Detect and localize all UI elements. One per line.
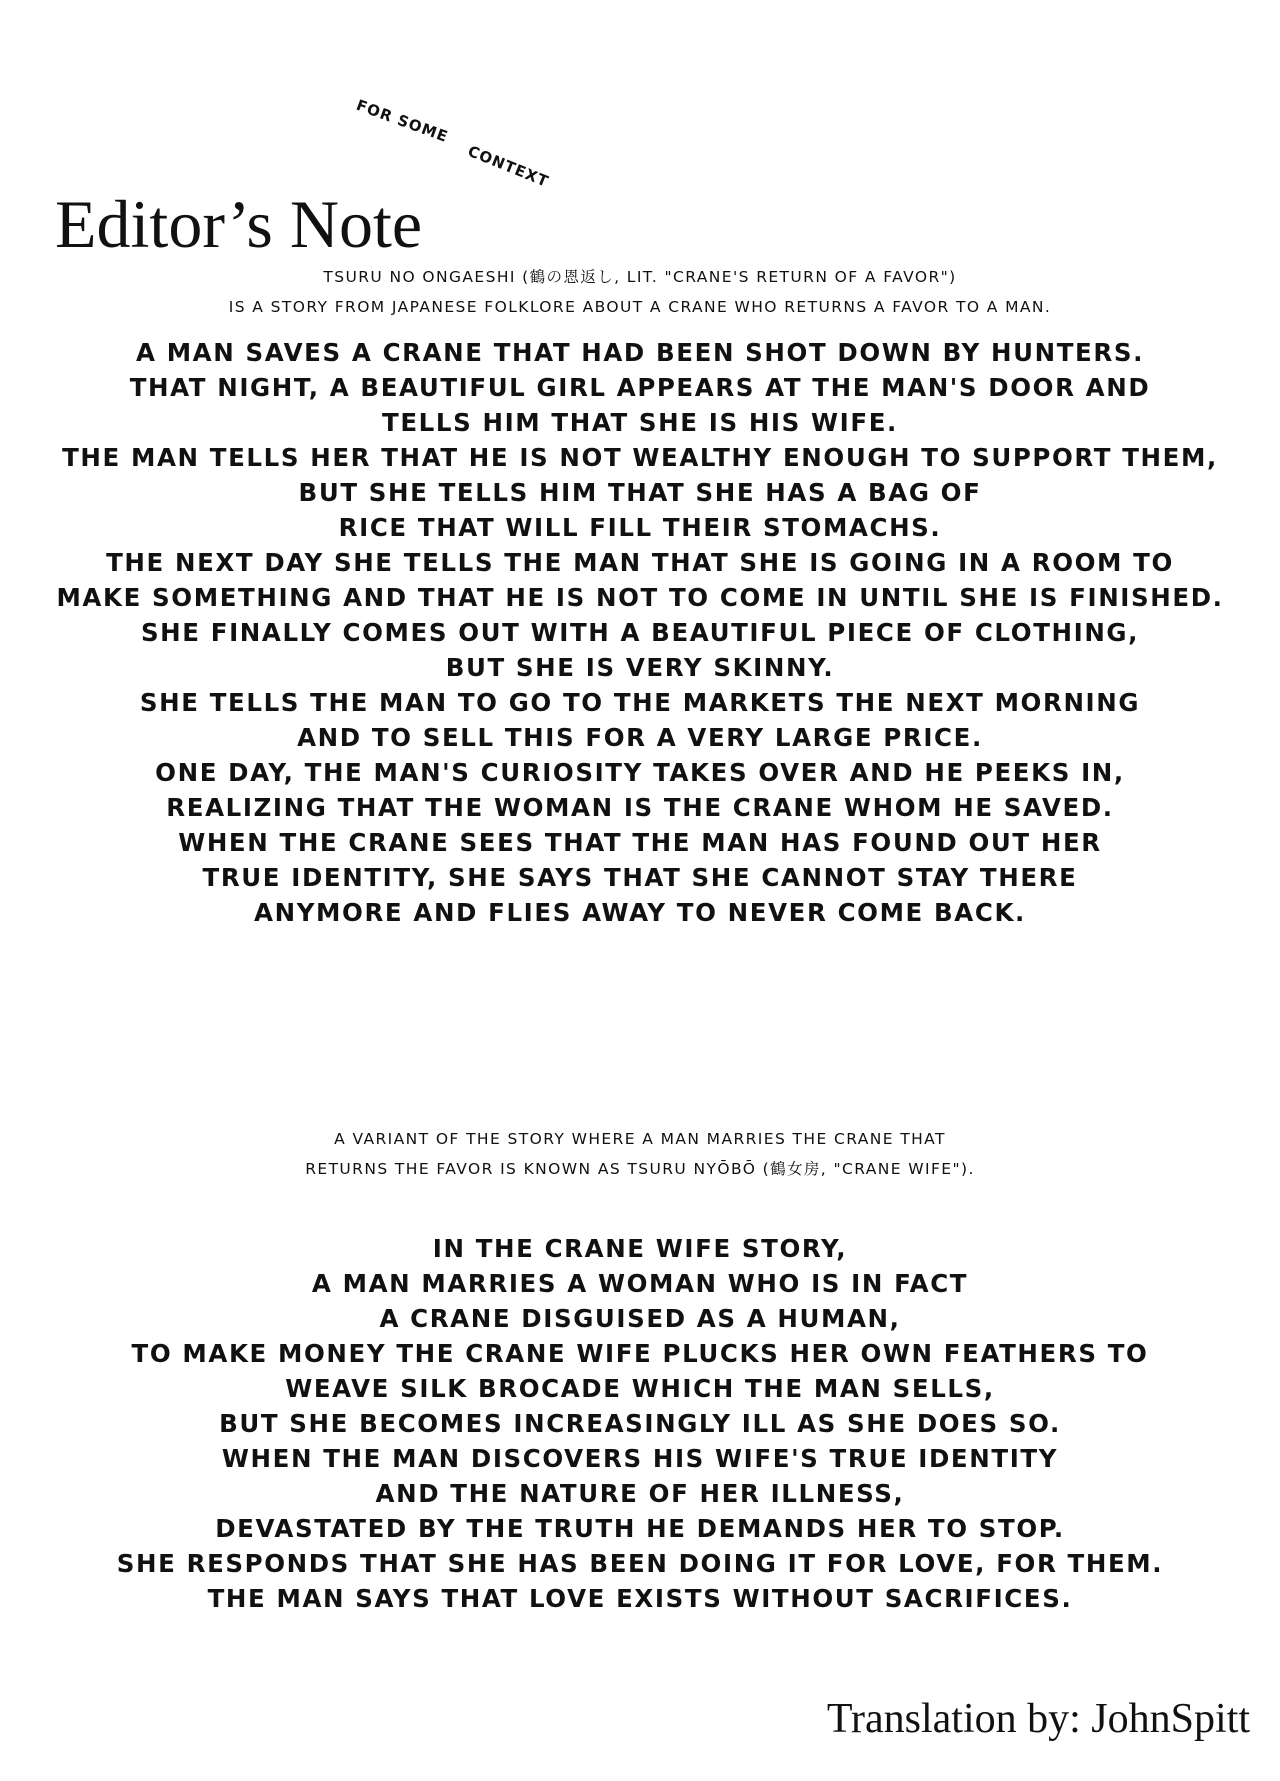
- translation-credit: Translation by: JohnSpitt: [826, 1696, 1250, 1742]
- story-line: BUT SHE IS VERY SKINNY.: [445, 653, 835, 682]
- variant-line: RETURNS THE FAVOR IS KNOWN AS TSURU NYŌBŌ (鶴女房, "CRANE WIFE").: [305, 1160, 975, 1178]
- story-line: TELLS HIM THAT SHE IS HIS WIFE.: [382, 408, 898, 437]
- story-line: SHE TELLS THE MAN TO GO TO THE MARKETS THE NEXT MORNING: [139, 688, 1141, 717]
- crane-wife-line: WEAVE SILK BROCADE WHICH THE MAN SELLS,: [285, 1374, 995, 1403]
- crane-wife-line: DEVASTATED BY THE TRUTH HE DEMANDS HER TO STOP.: [215, 1514, 1065, 1543]
- story-line: A MAN SAVES A CRANE THAT HAD BEEN SHOT DOWN BY HUNTERS.: [136, 338, 1144, 367]
- crane-wife-line: WHEN THE MAN DISCOVERS HIS WIFE'S TRUE IDENTITY: [221, 1444, 1059, 1473]
- story-line: ANYMORE AND FLIES AWAY TO NEVER COME BACK.: [254, 898, 1026, 927]
- crane-wife-line: BUT SHE BECOMES INCREASINGLY ILL AS SHE DOES SO.: [219, 1409, 1061, 1438]
- story-line: AND TO SELL THIS FOR A VERY LARGE PRICE.: [297, 723, 983, 752]
- crane-wife-line: TO MAKE MONEY THE CRANE WIFE PLUCKS HER OWN FEATHERS TO: [131, 1339, 1149, 1368]
- intro-line: IS A STORY FROM JAPANESE FOLKLORE ABOUT A CRANE WHO RETURNS A FAVOR TO A MAN.: [228, 298, 1052, 316]
- crane-wife-line: THE MAN SAYS THAT LOVE EXISTS WITHOUT SACRIFICES.: [207, 1584, 1073, 1613]
- context-aside-line-1: FOR SOME: [353, 96, 451, 146]
- story-line: ONE DAY, THE MAN'S CURIOSITY TAKES OVER AND HE PEEKS IN,: [155, 758, 1125, 787]
- story-line: BUT SHE TELLS HIM THAT SHE HAS A BAG OF: [298, 478, 982, 507]
- story-line: MAKE SOMETHING AND THAT HE IS NOT TO COME IN UNTIL SHE IS FINISHED.: [56, 583, 1224, 612]
- story-line: TRUE IDENTITY, SHE SAYS THAT SHE CANNOT STAY THERE: [202, 863, 1078, 892]
- story-line: RICE THAT WILL FILL THEIR STOMACHS.: [338, 513, 942, 542]
- context-aside: [353, 96, 600, 196]
- crane-wife-line: IN THE CRANE WIFE STORY,: [432, 1234, 848, 1263]
- crane-wife-paragraph: [0, 1231, 1280, 1616]
- crane-wife-line: AND THE NATURE OF HER ILLNESS,: [375, 1479, 905, 1508]
- intro-line: TSURU NO ONGAESHI (鶴の恩返し, LIT. "CRANE'S RETURN OF A FAVOR"): [323, 268, 957, 286]
- variant-paragraph: [0, 1124, 1280, 1184]
- crane-wife-line: SHE RESPONDS THAT SHE HAS BEEN DOING IT FOR LOVE, FOR THEM.: [116, 1549, 1164, 1578]
- story-paragraph: [0, 335, 1280, 930]
- variant-line: A VARIANT OF THE STORY WHERE A MAN MARRIES THE CRANE THAT: [334, 1130, 946, 1148]
- story-line: WHEN THE CRANE SEES THAT THE MAN HAS FOUND OUT HER: [178, 828, 1102, 857]
- story-line: THE NEXT DAY SHE TELLS THE MAN THAT SHE IS GOING IN A ROOM TO: [106, 548, 1174, 577]
- story-line: REALIZING THAT THE WOMAN IS THE CRANE WHOM HE SAVED.: [166, 793, 1114, 822]
- story-line: THAT NIGHT, A BEAUTIFUL GIRL APPEARS AT THE MAN'S DOOR AND: [129, 373, 1151, 402]
- story-line: THE MAN TELLS HER THAT HE IS NOT WEALTHY ENOUGH TO SUPPORT THEM,: [62, 443, 1218, 472]
- context-aside-line-2: CONTEXT: [465, 142, 552, 191]
- intro-paragraph: [0, 262, 1280, 322]
- story-line: SHE FINALLY COMES OUT WITH A BEAUTIFUL PIECE OF CLOTHING,: [140, 618, 1140, 647]
- page-title: Editor’s Note: [55, 185, 423, 262]
- crane-wife-line: A MAN MARRIES A WOMAN WHO IS IN FACT: [311, 1269, 969, 1298]
- crane-wife-line: A CRANE DISGUISED AS A HUMAN,: [379, 1304, 901, 1333]
